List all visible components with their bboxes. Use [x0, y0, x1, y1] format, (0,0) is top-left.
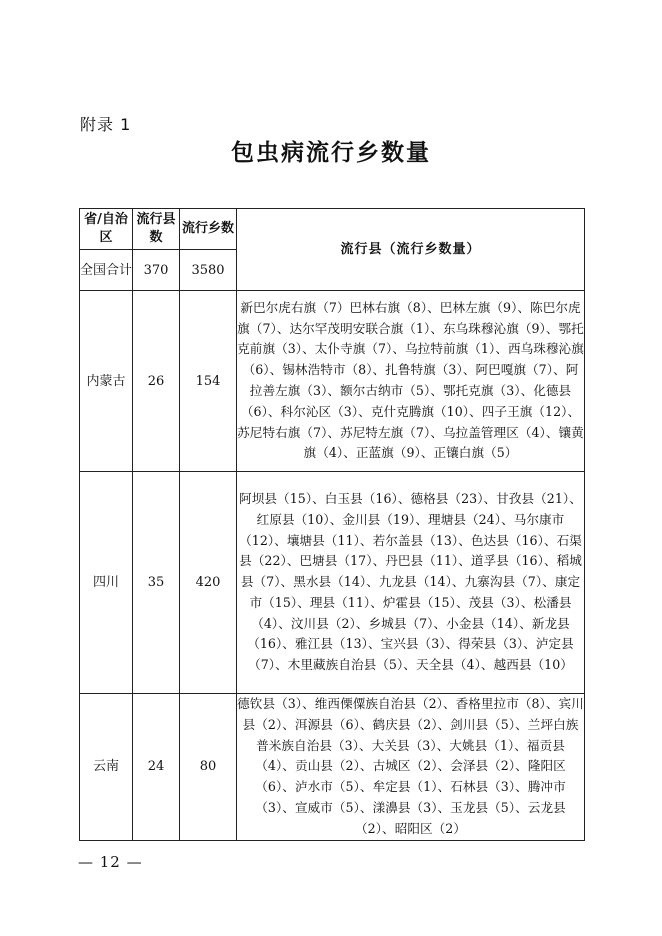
header-counties: 流行县（流行乡数量）	[237, 209, 585, 291]
national-county-count: 370	[133, 250, 180, 291]
header-region: 省/自治区	[80, 209, 133, 250]
table-row	[80, 291, 585, 472]
row-county-count: 35	[133, 472, 180, 694]
row-region: 四川	[80, 472, 133, 694]
national-region: 全国合计	[80, 250, 133, 291]
row-county-count: 26	[133, 291, 180, 472]
row-township-count: 420	[180, 472, 237, 694]
row-county-count: 24	[133, 694, 180, 841]
row-counties: 阿坝县（15）、白玉县（16）、德格县（23）、甘孜县（21）、红原县（10）、金川县（19）、理塘县（24）、马尔康市（12）、壤塘县（11）、若尔盖县（13）、色达县（16）、石渠县（22）、巴塘县（17）、丹巴县（11）、道孚县（16）、稻城县（7）、黑水县（14）、九龙县（14）、九寨沟县（7）、康定市（15）、理县（11）、炉霍县（15）、茂县（3）、松潘县（4）、汶川县（2）、乡城县（7）、小金县（14）、新龙县（16）、雅江县（13）、宝兴县（3）、得荣县（3）、泸定县（7）、木里藏族自治县（5）、天全县（4）、越西县（10）	[237, 472, 585, 694]
row-township-count: 80	[180, 694, 237, 841]
endemic-township-table	[79, 208, 585, 841]
header-county-count: 流行县数	[133, 209, 180, 250]
row-region: 内蒙古	[80, 291, 133, 472]
appendix-label: 附录 1	[80, 115, 132, 134]
table-row	[80, 472, 585, 694]
row-counties: 德钦县（3）、维西傈僳族自治县（2）、香格里拉市（8）、宾川县（2）、洱源县（6）、鹤庆县（2）、剑川县（5）、兰坪白族普米族自治县（3）、大关县（3）、大姚县（1）、福贡县（4）、贡山县（2）、古城区（2）、会泽县（2）、隆阳区（6）、泸水市（5）、牟定县（1）、石林县（3）、腾冲市（3）、宣威市（5）、漾濞县（3）、玉龙县（5）、云龙县（2）、昭阳区（2）	[237, 694, 585, 841]
national-township-count: 3580	[180, 250, 237, 291]
header-township-count: 流行乡数	[180, 209, 237, 250]
row-counties: 新巴尔虎右旗（7）巴林右旗（8）、巴林左旗（9）、陈巴尔虎旗（7）、达尔罕茂明安联合旗（1）、东乌珠穆沁旗（9）、鄂托克前旗（3）、太仆寺旗（7）、乌拉特前旗（1）、西乌珠穆沁旗（6）、锡林浩特市（8）、扎鲁特旗（3）、阿巴嘎旗（7）、阿拉善左旗（3）、额尔古纳市（5）、鄂托克旗（3）、化德县（6）、科尔沁区（3）、克什克腾旗（10）、四子王旗（12）、苏尼特右旗（7）、苏尼特左旗（7）、乌拉盖管理区（4）、镶黄旗（4）、正蓝旗（9）、正镶白旗（5）	[237, 291, 585, 472]
document-title: 包虫病流行乡数量	[231, 140, 431, 166]
table-row	[80, 694, 585, 841]
row-township-count: 154	[180, 291, 237, 472]
row-region: 云南	[80, 694, 133, 841]
table-header-row	[80, 209, 585, 250]
page-number: — 12 —	[78, 853, 143, 871]
